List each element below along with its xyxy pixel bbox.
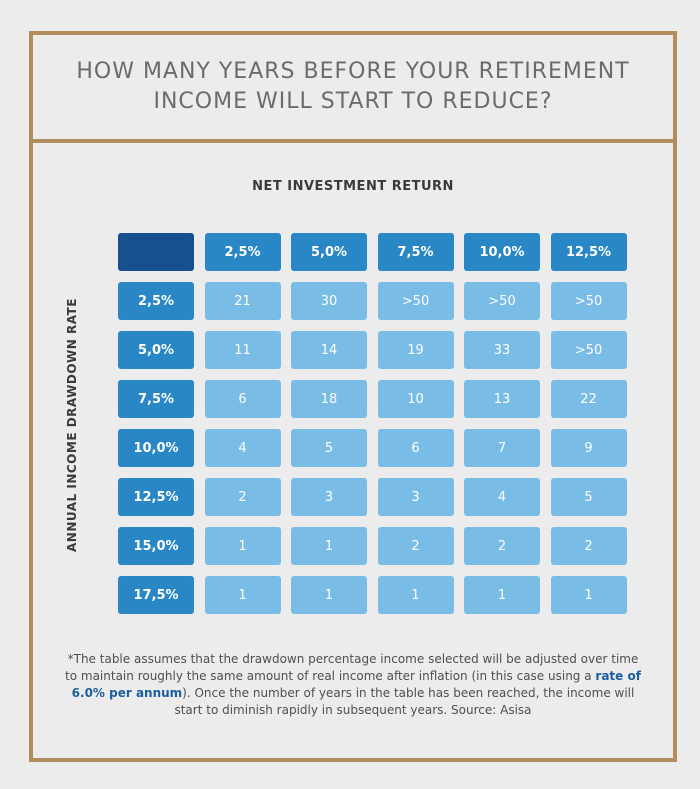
row-header-cell: 7,5%: [118, 380, 194, 418]
footnote: [61, 651, 645, 719]
table-value-cell: 4: [205, 429, 281, 467]
table-value-cell: 21: [205, 282, 281, 320]
table-value-cell: 6: [205, 380, 281, 418]
table-value-cell: >50: [551, 282, 627, 320]
infographic-frame: [29, 31, 677, 762]
table-value-cell: >50: [551, 331, 627, 369]
table-value-cell: 22: [551, 380, 627, 418]
title-line-2: INCOME WILL START TO REDUCE?: [153, 89, 553, 114]
table-value-cell: 13: [464, 380, 540, 418]
table-value-cell: 1: [378, 576, 454, 614]
table-value-cell: 19: [378, 331, 454, 369]
footnote-text-start: *The table assumes that the drawdown percentage income selected will be adjusted over time to maintain roughly the same amount of real income after inflation (in this case using a: [65, 652, 639, 683]
table-value-cell: 1: [291, 576, 367, 614]
footnote-text-end: ). Once the number of years in the table has been reached, the income will start to diminish rapidly in subsequent years. Source: Asisa: [174, 686, 635, 717]
table-value-cell: 2: [551, 527, 627, 565]
table-value-cell: 30: [291, 282, 367, 320]
table-value-cell: 1: [205, 576, 281, 614]
table-value-cell: 3: [291, 478, 367, 516]
row-header-cell: 17,5%: [118, 576, 194, 614]
row-header-cell: 12,5%: [118, 478, 194, 516]
row-axis-label: ANNUAL INCOME DRAWDOWN RATE: [65, 298, 79, 552]
table-value-cell: 1: [291, 527, 367, 565]
row-header-cell: 5,0%: [118, 331, 194, 369]
table-value-cell: 10: [378, 380, 454, 418]
corner-cell: [118, 233, 194, 271]
table-value-cell: 33: [464, 331, 540, 369]
column-header-cell: 5,0%: [291, 233, 367, 271]
table-value-cell: 1: [464, 576, 540, 614]
table-value-cell: 5: [551, 478, 627, 516]
table-value-cell: 1: [205, 527, 281, 565]
table-value-cell: 9: [551, 429, 627, 467]
footnote-highlight: rate of 6.0% per annum: [71, 669, 641, 700]
table-value-cell: 18: [291, 380, 367, 418]
table-value-cell: 4: [464, 478, 540, 516]
row-header-cell: 10,0%: [118, 429, 194, 467]
table-value-cell: 2: [378, 527, 454, 565]
table-value-cell: 2: [205, 478, 281, 516]
table-value-cell: >50: [464, 282, 540, 320]
row-header-cell: 2,5%: [118, 282, 194, 320]
table-value-cell: 14: [291, 331, 367, 369]
table-value-cell: 7: [464, 429, 540, 467]
table-value-cell: 3: [378, 478, 454, 516]
table-value-cell: 6: [378, 429, 454, 467]
column-header-cell: 12,5%: [551, 233, 627, 271]
table-value-cell: 1: [551, 576, 627, 614]
table-value-cell: 5: [291, 429, 367, 467]
row-header-cell: 15,0%: [118, 527, 194, 565]
column-header-cell: 7,5%: [378, 233, 454, 271]
column-axis-label: NET INVESTMENT RETURN: [252, 179, 454, 194]
table-value-cell: >50: [378, 282, 454, 320]
title-line-1: HOW MANY YEARS BEFORE YOUR RETIREMENT: [76, 59, 630, 84]
column-header-cell: 2,5%: [205, 233, 281, 271]
table-value-cell: 2: [464, 527, 540, 565]
title-box: [33, 35, 673, 143]
table-value-cell: 11: [205, 331, 281, 369]
column-header-cell: 10,0%: [464, 233, 540, 271]
